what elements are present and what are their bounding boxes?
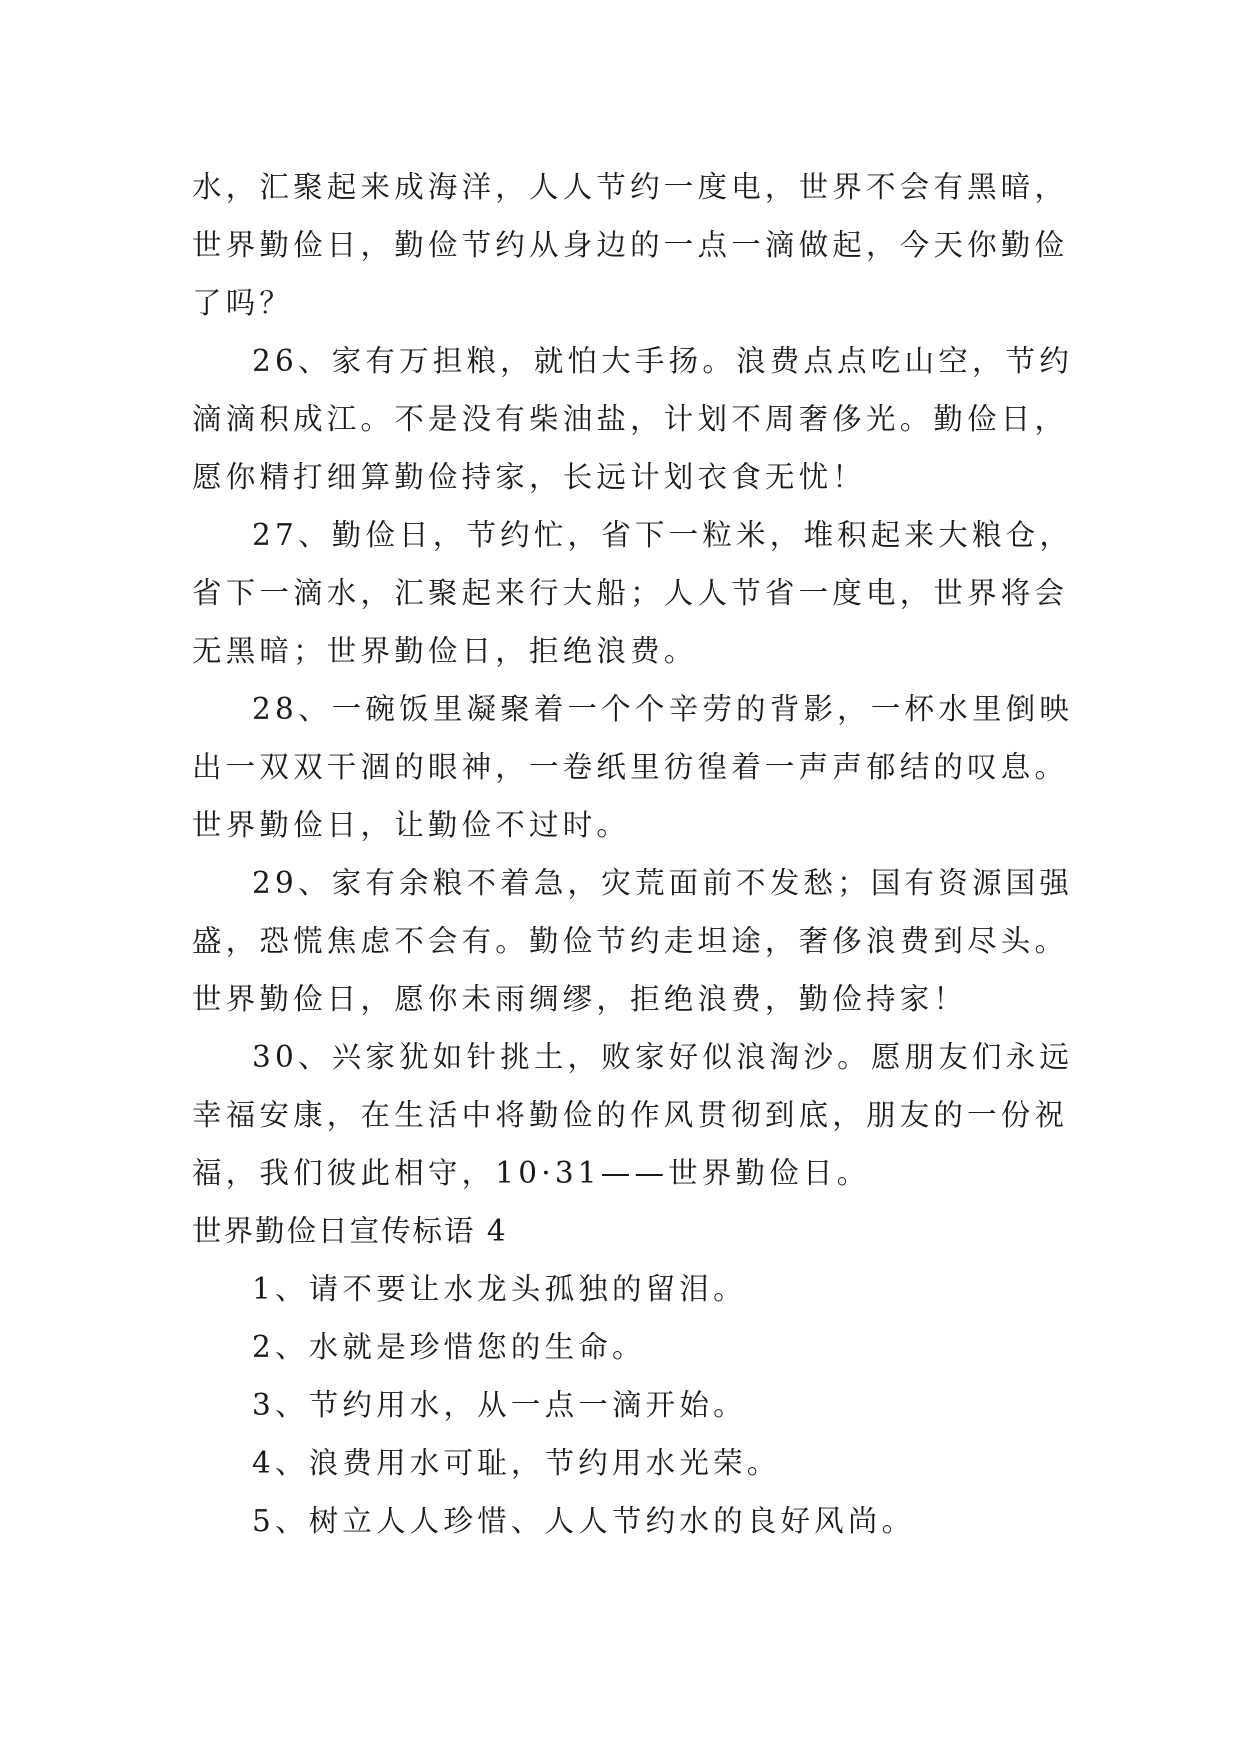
paragraph-29-first-line: 29、家有余粮不着急，灾荒面前不发愁；国有资源国强 xyxy=(252,866,1074,900)
paragraph-26-first-line: 26、家有万担粮，就怕大手扬。浪费点点吃山空，节约 xyxy=(252,344,1074,378)
slogan-item: 4、浪费用水可耻，节约用水光荣。 xyxy=(252,1446,781,1480)
text-line: 福，我们彼此相守，10·31——世界勤俭日。 xyxy=(192,1156,871,1190)
text-line: 无黑暗；世界勤俭日，拒绝浪费。 xyxy=(192,634,698,668)
text-line: 滴滴积成江。不是没有柴油盐，计划不周奢侈光。勤俭日， xyxy=(192,402,1069,436)
text-line: 世界勤俭日，愿你未雨绸缪，拒绝浪费，勤俭持家！ xyxy=(192,982,968,1016)
paragraph-27-first-line: 27、勤俭日，节约忙，省下一粒米，堆积起来大粮仓， xyxy=(252,518,1074,552)
slogan-item: 3、节约用水，从一点一滴开始。 xyxy=(252,1388,747,1422)
paragraph-30-first-line: 30、兴家犹如针挑土，败家好似浪淘沙。愿朋友们永远 xyxy=(252,1040,1074,1074)
section-heading: 世界勤俭日宣传标语 4 xyxy=(192,1214,508,1248)
text-line: 幸福安康，在生活中将勤俭的作风贯彻到底，朋友的一份祝 xyxy=(192,1098,1069,1132)
text-line: 世界勤俭日，让勤俭不过时。 xyxy=(192,808,631,842)
text-line: 盛，恐慌焦虑不会有。勤俭节约走坦途，奢侈浪费到尽头。 xyxy=(192,924,1069,958)
slogan-item: 2、水就是珍惜您的生命。 xyxy=(252,1330,646,1364)
slogan-item: 5、树立人人珍惜、人人节约水的良好风尚。 xyxy=(252,1504,916,1538)
paragraph-28-first-line: 28、一碗饭里凝聚着一个个辛劳的背影，一杯水里倒映 xyxy=(252,692,1074,726)
text-line: 愿你精打细算勤俭持家，长远计划衣食无忧！ xyxy=(192,460,867,494)
slogan-item: 1、请不要让水龙头孤独的留泪。 xyxy=(252,1272,747,1306)
text-line: 水，汇聚起来成海洋，人人节约一度电，世界不会有黑暗， xyxy=(192,170,1069,204)
text-line: 世界勤俭日，勤俭节约从身边的一点一滴做起，今天你勤俭 xyxy=(192,228,1069,262)
text-line: 省下一滴水，汇聚起来行大船；人人节省一度电，世界将会 xyxy=(192,576,1069,610)
text-line: 出一双双干涸的眼神，一卷纸里彷徨着一声声郁结的叹息。 xyxy=(192,750,1069,784)
text-line: 了吗？ xyxy=(192,286,294,320)
